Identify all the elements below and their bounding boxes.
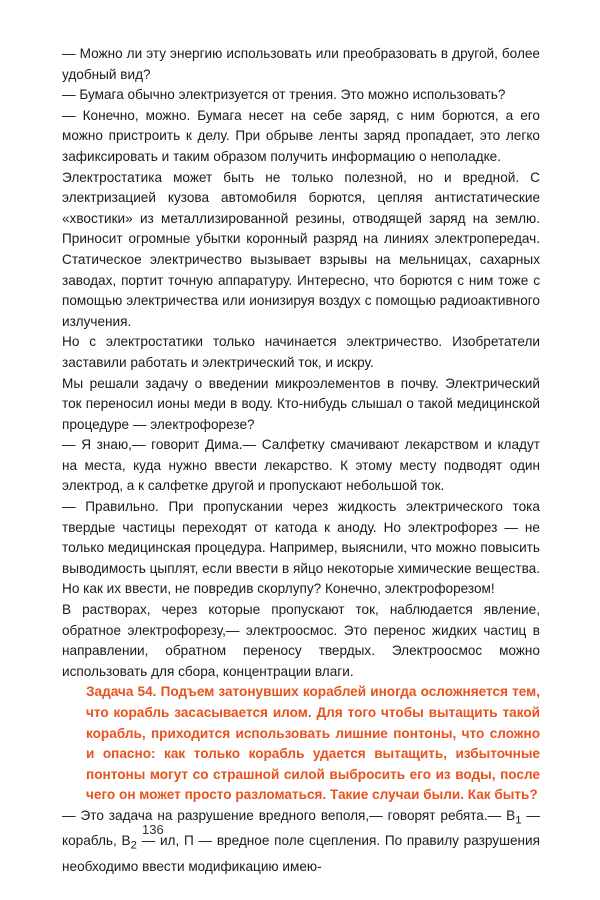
task-block [62,682,540,806]
task-text: Подъем затонувших кораблей иногда осложняется тем, что корабль засасывается илом. Для того чтобы вытащить такой корабль, приходится использовать лишние понтоны, что сложно и опасно: как только корабль удается вытащить, избыточные понтоны могут со страшной силой выбросить его из воды, после чего он может просто разломаться. Такие случаи были. Как быть? [86,684,541,803]
subscript-1: 1 [515,814,522,827]
paragraph: — Я знаю,— говорит Дима.— Салфетку смачивают лекарством и кладут на места, куда нужно ввести лекарство. К этому месту подводят один электрод, а к салфетке другой и пропускают небольшой ток. [62,437,540,494]
paragraph: Но с электростатики только начинается электричество. Изобретатели заставили работать и электрический ток, и искру. [62,334,540,370]
paragraph-after-task [62,806,540,877]
task-title: Задача 54. [86,684,157,700]
paragraph: — Правильно. При пропускании через жидкость электрического тока твердые частицы переходят от катода к аноду. Но электрофорез — не только медицинская процедура. Например, выяснили, что можно повысить выводимость цыплят, если ввести в яйцо некоторые химические вещества. Но как их ввести, не повредив скорлупу? Конечно, электрофорезом! [62,499,540,597]
after-task-part1: — Это задача на разрушение вредного веполя,— говорят ребята.— B [62,807,516,823]
page-body [62,44,540,877]
paragraph: — Можно ли эту энергию использовать или преобразовать в другой, более удобный вид? [62,46,540,82]
paragraph: Электростатика может быть не только полезной, но и вредной. С электризацией кузова автомобиля борются, цепляя антистатические «хвостики» из металлизированной резины, отводящей заряд на землю. Приносит огромные убытки коронный разряд на линиях электропередач. Статическое электричество вызывает взрывы на мельницах, сахарных заводах, портит точную аппаратуру. Интересно, что борются с ним тоже с помощью электричества или ионизируя воздух с помощью радиоактивного излучения. [62,169,540,329]
paragraph: — Конечно, можно. Бумага несет на себе заряд, с ним борются, а его можно пристроить к делу. При обрыве ленты заряд пропадает, это легко зафиксировать и таким образом получить информацию о неполадке. [62,107,540,164]
paragraph: Мы решали задачу о введении микроэлементов в почву. Электрический ток переносил ионы меди в воду. Кто-нибудь слышал о такой медицинской процедуре — электрофорезе? [62,375,540,432]
paragraph: — Бумага обычно электризуется от трения. Это можно использовать? [62,87,506,103]
page-number: 136 [142,822,164,837]
paragraph: В растворах, через которые пропускают ток, наблюдается явление, обратное электрофорезу,— электроосмос. Это перенос жидких частиц в направлении, обратном переносу твердых. Электроосмос можно использовать для сбора, концентрации влаги. [62,602,540,679]
after-task-part3: — ил, П — вредное поле сцепления. По правилу разрушения необходимо ввести модификацию имею- [62,833,541,874]
after-task-part2: — корабль, B [62,807,541,849]
subscript-2: 2 [130,840,137,852]
